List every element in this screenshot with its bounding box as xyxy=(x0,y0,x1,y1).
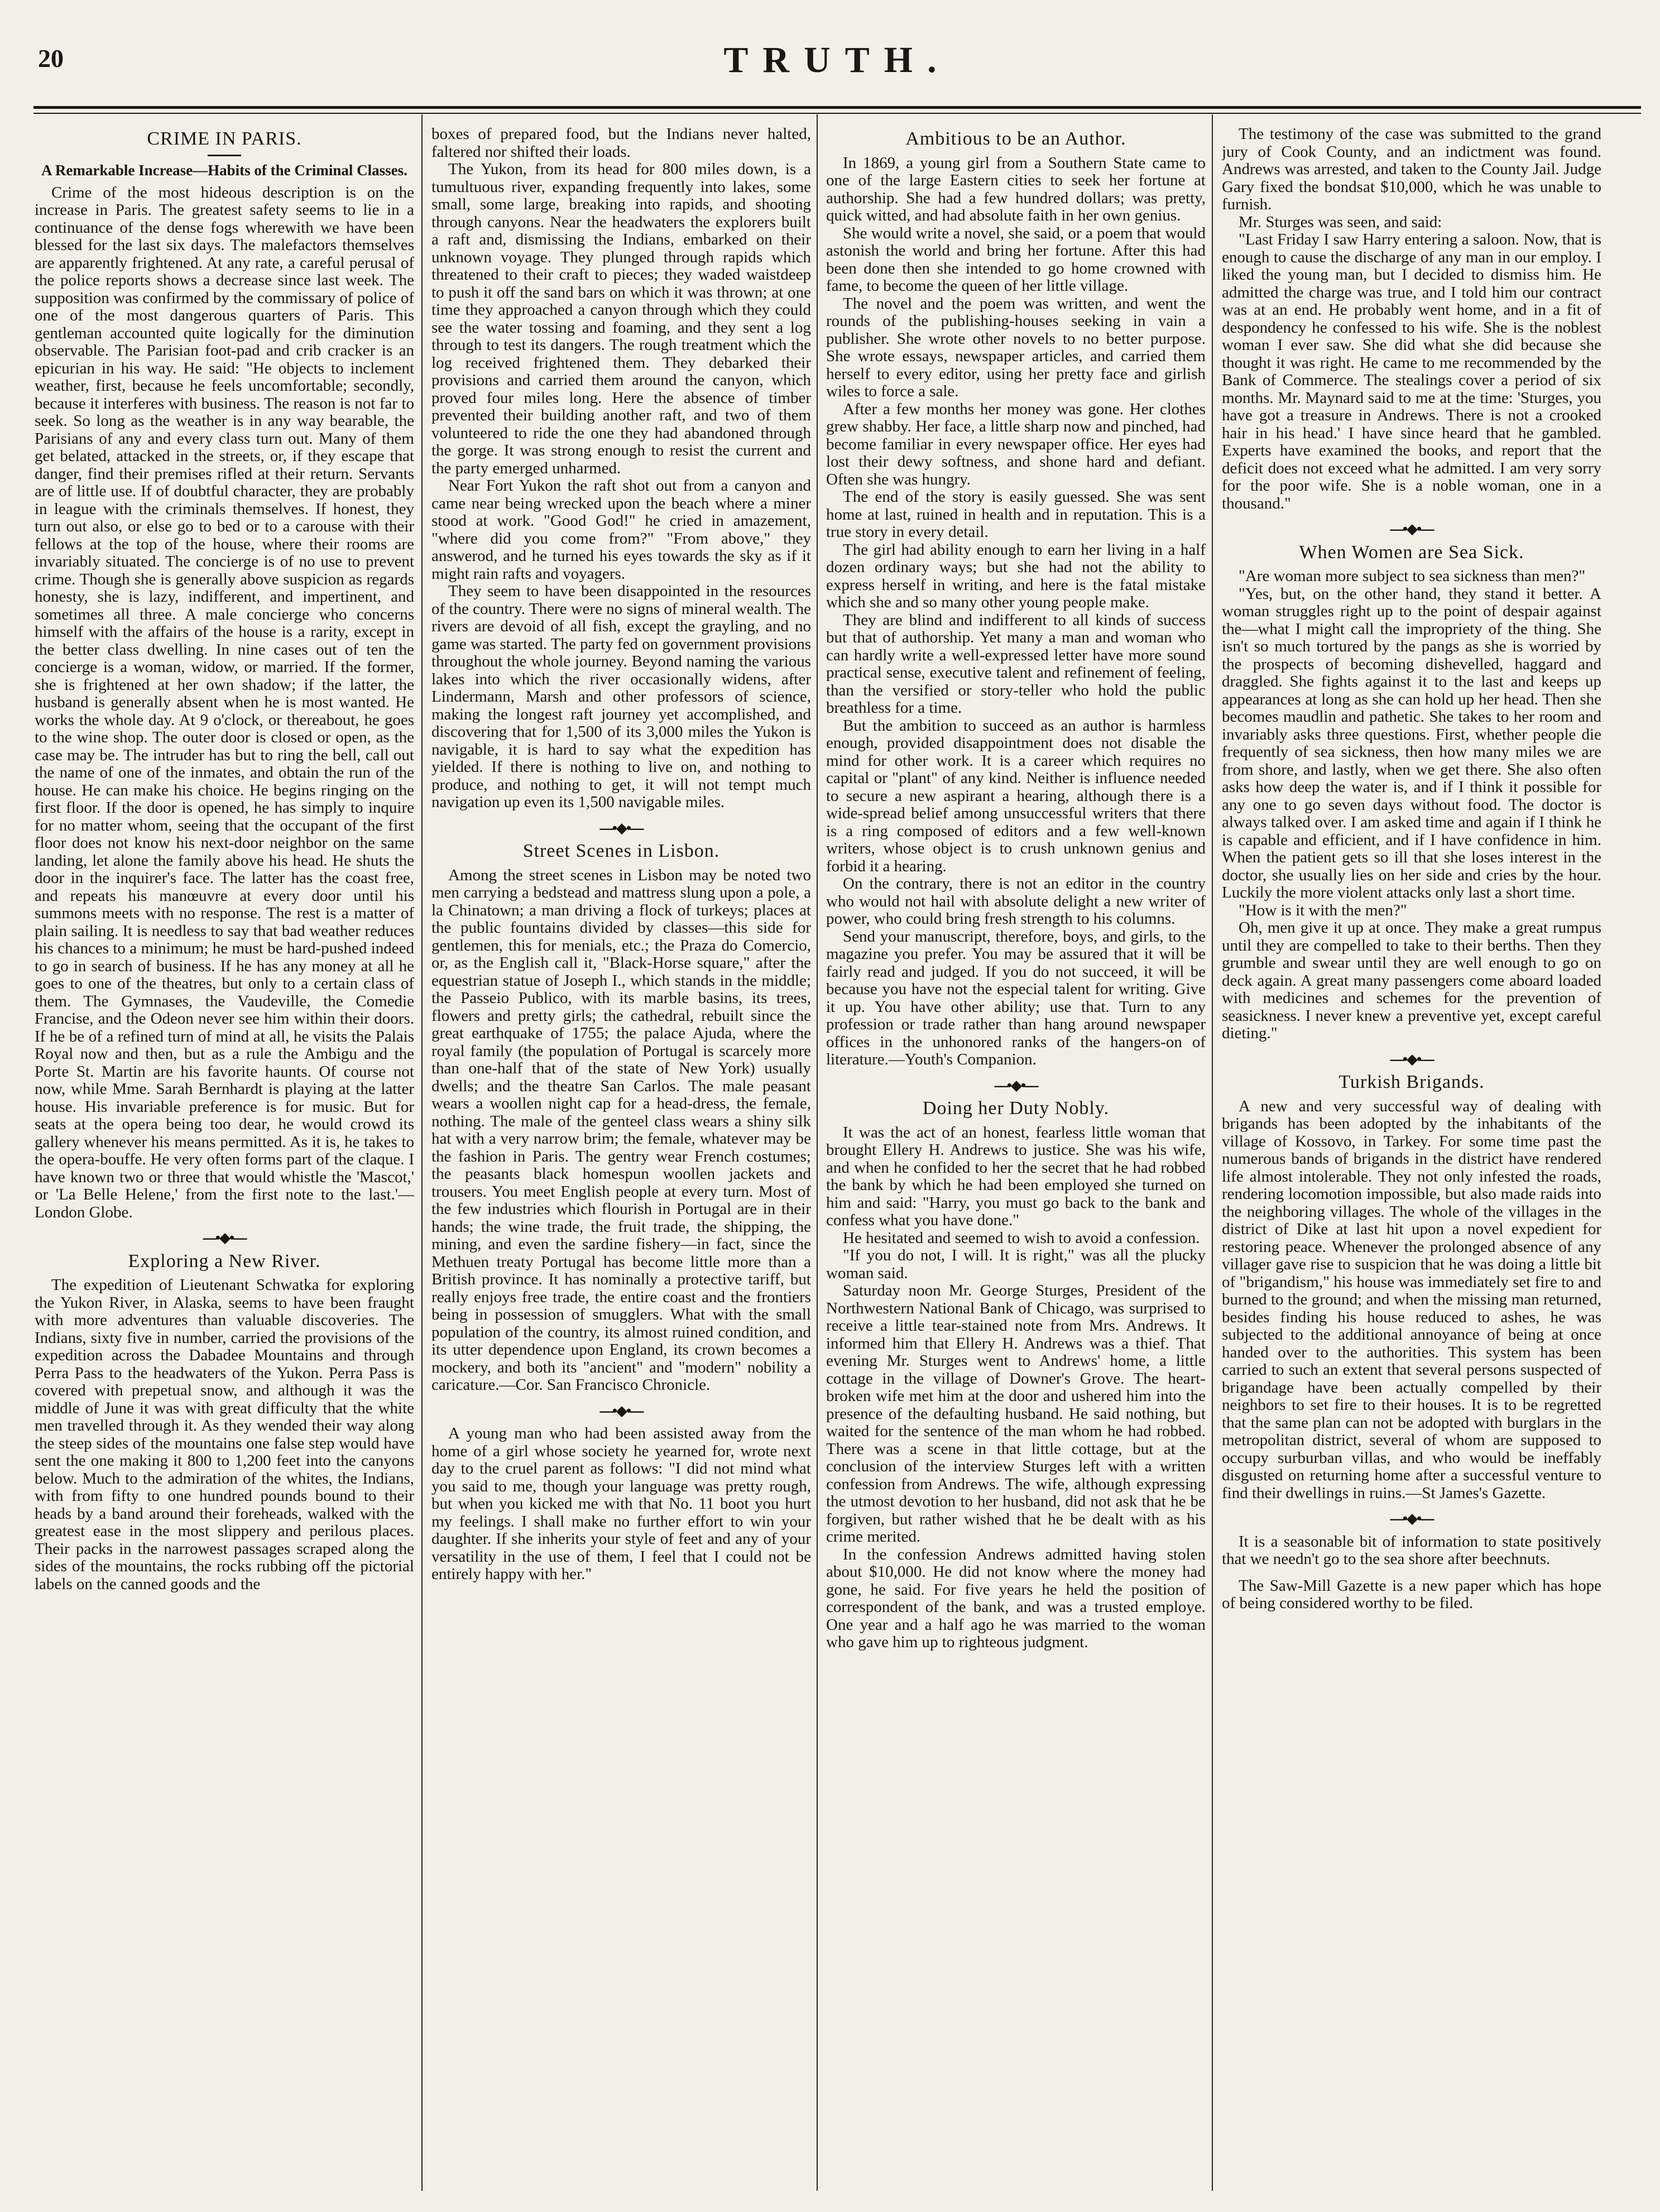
article-body-young-man: A young man who had been assisted away from the home of a girl whose society he yearned for, wrote next day to the cruel parent as follows: "I did not mind what you said to me, though your language was pretty rough, but when you kicked me with that No. 11 boot you hurt my feelings. I shall make no further effort to win your daughter. If she inherits your style of feet and any of your versatility in the use of them, I feel that I could not be entirely happy with her." xyxy=(431,1424,811,1583)
article-paragraph: "Yes, but, on the other hand, they stand it better. A woman struggles right up to the point of despair against the—what I might call the impropriety of the thing. She isn't so much tortured by the pangs as she is worried by the prospects of becoming dishevelled, haggard and draggled. She fights against it to the last and keeps up appearances at long as she can hold up her head. Then she becomes maudlin and pathetic. She takes to her room and invariably asks three questions. First, whether people die frequently of sea sickness, then how many miles we are from shore, and lastly, when we get there. She also often asks how deep the water is, and if I think it possible for any one to go seven days without food. The doctor is always talked over. I am asked time and again if I think he is capable and efficient, and if I have confidence in him. When the patient gets so ill that she loses interest in the doctor, she usually lies on her side and cries by the hour. Luckily the more violent attacks only last a short time. xyxy=(1222,584,1601,901)
article-title-lisbon: Street Scenes in Lisbon. xyxy=(522,841,720,861)
page-number: 20 xyxy=(38,44,64,73)
article-paragraph: The girl had ability enough to earn her living in a half dozen ordinary ways; but she had not the ability to express herself in writing, and here is the fatal mistake which she and so many other young people make. xyxy=(826,540,1206,611)
article-title-brigands: Turkish Brigands. xyxy=(1338,1072,1485,1092)
column-rule xyxy=(817,114,818,2191)
newspaper-title: TRUTH. xyxy=(723,40,951,80)
column-rule xyxy=(421,114,423,2191)
section-divider: ⎯⎯•◆•⎯⎯ xyxy=(599,819,643,836)
article-paragraph: Oh, men give it up at once. They make a great rumpus until they are compelled to take to their berths. Then they grumble and swear until they are well enough to go on deck again. A great many passengers come aboard loaded with medicines and schemes for the prevention of seasickness. I never knew a preventive yet, except careful dieting." xyxy=(1222,919,1601,1042)
article-title-river: Exploring a New River. xyxy=(128,1250,321,1271)
section-divider: ⎯⎯•◆•⎯⎯ xyxy=(994,1077,1038,1093)
article-paragraph: She would write a novel, she said, or a poem that would astonish the world and bring her fortune. After this had been done then she intended to go home crowned with fame, to become the queen of her little village. xyxy=(826,224,1206,295)
article-paragraph: "If you do not, I will. It is right," was all the plucky woman said. xyxy=(826,1246,1206,1282)
title-rule xyxy=(208,155,241,156)
article-body-river-p4: They seem to have been disappointed in the resources of the country. There were no signs of mineral wealth. The rivers are devoid of all fish, except the grayling, and no game was started. The party fed on government provisions throughout the whole journey. Beyond naming the various lakes into which the river occasionally widens, after Lindermann, Marsh and other professors of science, making the longest raft journey yet accomplished, and discovering that for 1,500 of its 3,000 miles the Yukon is navigable, it is hard to say what the expedition has yielded. If there is nothing to live on, and nothing to produce, and nothing to get, it will not tempt much navigation up even its 1,500 navigable miles. xyxy=(431,582,811,811)
article-paragraph: Saturday noon Mr. George Sturges, President of the Northwestern National Bank of Chicago, was surprised to receive a little tear-stained note from Mrs. Andrews. It informed him that Ellery H. Andrews was a thief. That evening Mr. Sturges went to Andrews' home, a little cottage in the village of Downer's Grove. The heart-broken wife met him at the door and ushered him into the presence of the defaulting husband. He said nothing, but waited for the sentence of the man whom he had robbed. There was a scene in that little cottage, but at the conclusion of the interview Sturges left with a written confession from Andrews. The wife, although expressing the utmost devotion to her husband, did not ask that he be forgiven, but rather wished that he be dealt with as his crime merited. xyxy=(826,1282,1206,1546)
article-title-duty: Doing her Duty Nobly. xyxy=(922,1098,1110,1119)
article-paragraph: They are blind and indifferent to all kinds of success but that of authorship. Yet many a man and woman who can hardly write a well-expressed letter have more sound practical sense, executive talent and refinement of feeling, than the versified or story-teller who hold the public breathless for a time. xyxy=(826,611,1206,717)
article-body-river-cont: boxes of prepared food, but the Indians never halted, faltered nor shifted their loads. xyxy=(431,126,811,161)
article-paragraph: "How is it with the men?" xyxy=(1239,901,1407,919)
article-paragraph: In 1869, a young girl from a Southern State came to one of the large Eastern cities to seek her fortune at authorship. She had a few hundred dollars; was pretty, quick witted, and had absolute faith in her own genius. xyxy=(826,153,1206,224)
article-body-lisbon: Among the street scenes in Lisbon may be noted two men carrying a bedstead and mattress slung upon a pole, a la Chinatown; a man driving a flock of turkeys; places at the public fountains divided by classes—this side for gentlemen, this for menials, etc.; the Praza do Comercio, or, as the English call it, "Black-Horse square," after the equestrian statue of Joseph I., which stands in the middle; the Passeio Publico, with its marble basins, its trees, flowers and pretty girls; the cathedral, rebuilt since the great earthquake of 1755; the palace Ajuda, where the royal family (the population of Portugal is scarcely more than one-half that of the state of New York) usually dwells; and the theatre San Carlos. The male peasant wears a woollen night cap for a head-dress, the female, nothing. The male of the genteel class wears a shiny silk hat with a very narrow brim; the female, whatever may be the fashion in Paris. The gentry wear French costumes; the peasants black homespun woollen jackets and trousers. You meet English people at every turn. Most of the few industries which flourish in Portugal are in their hands; the wine trade, the fruit trade, the shipping, the mining, and even the sardine fishery—in fact, since the Methuen treaty Portugal has become little more than a British province. It has nominally a protective tariff, but really enjoys free trade, the entire coast and the frontiers being in possession of smugglers. What with the small population of the country, its almost ruined condition, and its utter dependence upon England, its crown becomes a mockery, and both its "ancient" and "modern" nobility a caricature.—Cor. San Francisco Chronicle. xyxy=(431,866,811,1394)
section-divider: ⎯⎯•◆•⎯⎯ xyxy=(203,1230,246,1246)
article-body-sea-note: It is a seasonable bit of information to state positively that we needn't go to the sea shore after beechnuts. xyxy=(1222,1532,1601,1568)
article-paragraph: "Are woman more subject to sea sickness than men?" xyxy=(1239,567,1586,585)
column-3 xyxy=(826,126,1206,2180)
column-rule xyxy=(1212,114,1213,2191)
article-body-crime: Crime of the most hideous description is on the increase in Paris. The greatest safety seems to lie in a continuance of the dense fogs wherewith we have been blessed for the last six days. The malefactors themselves are apparently frightened. At any rate, a careful perusal of the police reports shows a decrease since last week. The supposition was confirmed by the commissary of police of one of the most dangerous quarters of Paris. This gentleman accounted quite logically for the diminution observable. The Parisian foot-pad and crib cracker is an epicurian in his way. He said: "He objects to inclement weather, first, because he feels uncomfortable; secondly, because it interferes with business. The reason is not far to seek. So long as the weather is in any way bearable, the Parisians of any and every class turn out. Many of them get belated, attacked in the streets, or, if they escape that danger, find their premises rifled at their return. Servants are of little use. If of doubtful character, they are probably in league with the criminals themselves. If honest, they turn out also, or else go to bed or to a carouse with their fellows at the top of the house, where their rooms are invariably situated. The concierge is of no use to prevent crime. Though she is generally above suspicion as regards honesty, she is lazy, indifferent, and impertinent, and sometimes all three. A male concierge who concerns himself with the affairs of the house is a rarity, except in the better class dwelling. In nine cases out of ten the concierge is a woman, widow, or married. If the former, she is frightened at her own shadow; if the latter, the husband is generally absent when he is most wanted. He works the whole day. At 9 o'clock, or thereabout, he goes to the wine shop. The outer door is closed or open, as the case may be. The intruder has but to ring the bell, call out the name of one of the inmates, and obtain the run of the house. He can make his choice. He begins ringing on the first floor. If the door is opened, he has simply to inquire for no matter whom, seeing that the occupant of the first floor does not know his next-door neighbor on the same landing, let alone the family above his head. He shuts the door in the inquirer's face. The latter has the coast free, and repeats his manœuvre at every door until his summons meets with no response. The rest is a matter of plain sailing. It is needless to say that bad weather reduces his chances to a minimum; he must be hard-pushed indeed to go in search of business. If he has any money at all he goes to one of the theatres, but only to a certain class of them. The Gymnases, the Vaudeville, the Comedie Francise, and the Odeon never see him within their doors. If he be of a refined turn of mind at all, he visits the Palais Royal now and then, but as a rule the Ambigu and the Porte St. Martin are his favorite haunts. Of course not now, while Mme. Sarah Bernhardt is playing at the latter house. His invariable preference is for music. But for seats at the opera being too dear, he would crowd its gallery whenever his means permitted. As it is, he takes to the opera-bouffe. He very often forms part of the claque. I have known two or three that would whistle the 'Mascot,' or 'La Belle Helene,' from the first note to the last.'—London Globe. xyxy=(35,183,414,1221)
header-rule xyxy=(33,106,1641,109)
article-paragraph: After a few months her money was gone. Her clothes grew shabby. Her face, a little sharp now and pinched, had become familiar in every newspaper office. Her eyes had lost their dewy softness, and shone hard and defiant. Often she was hungry. xyxy=(826,400,1206,488)
article-title-author: Ambitious to be an Author. xyxy=(905,128,1126,149)
article-body-river-p2: The Yukon, from its head for 800 miles down, is a tumultuous river, expanding frequently into lakes, some small, some large, breaking into rapids, and shooting through canyons. Near the headwaters the explorers built a raft and, dismissing the Indians, embarked on their unknown voyage. They plunged through rapids which threatened to their craft to pieces; they waded waistdeep to push it off the sand bars on which it was thrown; at one time they approached a canyon through which they could see the water tossing and foaming, and they sent a log through to test its dangers. The rough treatment which the log received frightened them. They debarked their provisions and carried them around the canyon, which proved four miles long. Here the absence of timber prevented their building another raft, and two of them volunteered to ride the one they had abandoned through the gorge. It was strong enough to resist the current and the party emerged unharmed. xyxy=(431,160,811,477)
section-divider: ⎯⎯•◆•⎯⎯ xyxy=(1390,1510,1433,1527)
article-paragraph: The testimony of the case was submitted to the grand jury of Cook County, and an indictment was found. Andrews was arrested, and taken to the County Jail. Judge Gary fixed the bondsat $10,000, which he was unable to furnish. xyxy=(1222,126,1601,213)
article-paragraph: It was the act of an honest, fearless little woman that brought Ellery H. Andrews to justice. She was his wife, and when he confided to her the secret that he had robbed the bank by which he had been employed she turned on him and said: "Harry, you must go back to the bank and confess what you have done." xyxy=(826,1123,1206,1229)
masthead xyxy=(33,39,1641,106)
article-title-crime: CRIME IN PARIS. xyxy=(147,128,302,149)
article-body-river-p3: Near Fort Yukon the raft shot out from a canyon and came near being wrecked upon the beach where a miner stood at work. "Good God!" he cried in amazement, "where did you come from?" "From above," they answerod, and he turned his eyes towards the sky as if it might rain rafts and voyagers. xyxy=(431,477,811,583)
article-title-seasick: When Women are Sea Sick. xyxy=(1299,541,1524,563)
article-paragraph: "Last Friday I saw Harry entering a saloon. Now, that is enough to cause the discharge of any man in our employ. I liked the young man, but I decided to dismiss him. He admitted the charge was true, and I told him our contract was at an end. He probably went home, and in a fit of despondency he confessed to his wife. She is the noblest woman I ever saw. She did what she did because she thought it was right. He came to me recommended by the Bank of Commerce. The stealings cover a period of six months. Mr. Maynard said to me at the time: 'Sturges, you have got a treasure in Andrews. There is not a crooked hair in his head.' I have since heard that he gambled. Experts have examined the books, and report that the deficit does not exceed what he admitted. I am very sorry for the poor wife. She is a noble woman, one in a thousand." xyxy=(1222,231,1601,512)
article-body-brigands: A new and very successful way of dealing with brigands has been adopted by the inhabitants of the village of Kossovo, in Tarkey. For some time past the numerous bands of brigands in the district have rendered life almost intolerable. They not only infested the roads, rendering locomotion impossible, but also made raids into the neighboring villages. The whole of the villages in the district of Dike at last hit upon a novel expedient for restoring peace. Whenever the prolonged absence of any villager gave rise to suspicion that he was doing a little bit of "brigandism," his house was immediately set fire to and burned to the ground; and when the missing man returned, besides finding his house reduced to ashes, he was subjected to the additional annoyance of being at once handed over to the authorities. This system has been carried to such an extent that several persons suspected of brigandage have been actually compelled by their neighbors to set fire to their houses. It is to be regretted that the same plan can not be adopted with burglars in the metropolitan district, several of whom are supposed to occupy surburban villas, and who would be ineffably disgusted on returning home after a successful venture to find their dwellings in ruins.—St James's Gazette. xyxy=(1222,1097,1601,1502)
article-paragraph: Mr. Sturges was seen, and said: xyxy=(1239,213,1442,231)
section-divider: ⎯⎯•◆•⎯⎯ xyxy=(599,1402,643,1419)
article-subtitle-crime: A Remarkable Increase—Habits of the Criminal Classes. xyxy=(41,161,407,179)
section-divider: ⎯⎯•◆•⎯⎯ xyxy=(1390,521,1433,537)
article-paragraph: The end of the story is easily guessed. She was sent home at last, ruined in health and in reputation. This is a true story in every detail. xyxy=(826,488,1206,541)
column-4 xyxy=(1222,126,1601,2180)
article-paragraph: On the contrary, there is not an editor in the country who would not hail with absolute delight a new writer of power, who could bring fresh strength to his columns. xyxy=(826,875,1206,928)
article-paragraph: Send your manuscript, therefore, boys, and girls, to the magazine you prefer. You may be assured that it will be fairly read and judged. If you do not succeed, it will be because you have not the especial talent for writing. Give it up. You have other ability; use that. Turn to any profession or trade rather than hang around newspaper offices in the unhonored ranks of the hangers-on of literature.—Youth's Companion. xyxy=(826,927,1206,1068)
header-rule-thin xyxy=(33,113,1641,114)
section-divider: ⎯⎯•◆•⎯⎯ xyxy=(1390,1050,1433,1067)
article-paragraph: He hesitated and seemed to wish to avoid a confession. xyxy=(843,1229,1200,1247)
article-paragraph: But the ambition to succeed as an author is harmless enough, provided disappointment does not disable the mind for other work. It is a career which requires no capital or "plant" of any kind. Neither is influence needed to secure a new aspirant a hearing, although there is a wide-spread belief among unsuccessful writers that there is a ring composed of editors and a few well-known writers, whose object is to crush unknown genius and forbid it a hearing. xyxy=(826,716,1206,875)
column-2 xyxy=(431,126,811,2180)
article-paragraph: In the confession Andrews admitted having stolen about $10,000. He did not know where the money had gone, he said. For five years he held the position of correspondent of the bank, and was a trusted employe. One year and a half ago he was married to the woman who gave him up to righteous judgment. xyxy=(826,1545,1206,1651)
article-paragraph: The novel and the poem was written, and went the rounds of the publishing-houses seeking in vain a publisher. She wrote other novels to no better purpose. She wrote essays, newspaper articles, and carried them herself to every editor, using her pretty face and girlish wiles to force a sale. xyxy=(826,294,1206,400)
article-body-sawmill: The Saw-Mill Gazette is a new paper which has hope of being considered worthy to be filed. xyxy=(1222,1576,1601,1612)
article-body-river: The expedition of Lieutenant Schwatka for exploring the Yukon River, in Alaska, seems to have been fraught with more adventures than valuable discoveries. The Indians, sixty five in number, carried the provisions of the expedition across the Dabadee Mountains and through Perra Pass to the headwaters of the Yukon. Perra Pass is covered with prepetual snow, and although it was the middle of June it was with great difficulty that the white men travelled through it. As they wended their way along the steep sides of the mountains one false step would have sent the one making it 800 to 1,200 feet into the canyons below. Much to the admiration of the whites, the Indians, with from fifty to one hundred pounds bound to their heads by a band around their foreheads, walked with the greatest ease in the most slippery and perilous places. Their packs in the narrowest passages scraped along the sides of the mountains, the rocks rubbing off the pictorial labels on the canned goods and the xyxy=(35,1276,414,1593)
column-1 xyxy=(35,126,414,2180)
